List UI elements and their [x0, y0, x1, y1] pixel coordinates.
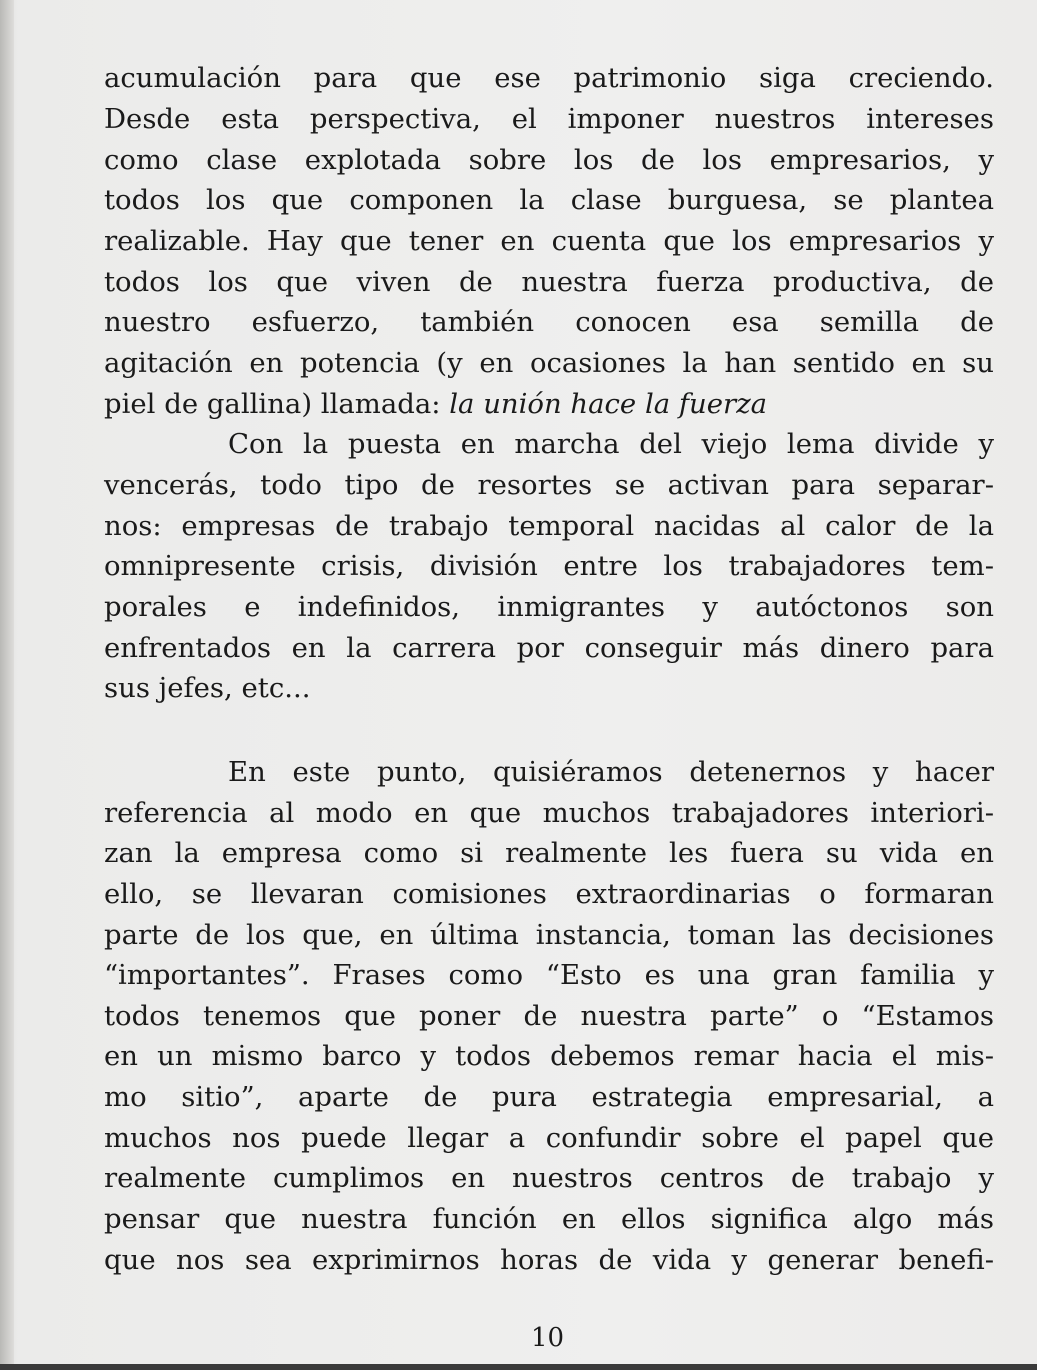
text-line: todos los que componen la clase burguesa, se plantea — [104, 184, 994, 216]
text-line: parte de los que, en última instancia, toman las decisiones — [104, 919, 994, 951]
italic-quote: la unión hace la fuerza — [449, 388, 768, 420]
page-number: 10 — [530, 1323, 565, 1353]
text-line: todos los que viven de nuestra fuerza productiva, de — [104, 266, 994, 298]
text-line: realmente cumplimos en nuestros centros de trabajo y — [104, 1162, 994, 1194]
text-line: enfrentados en la carrera por conseguir más dinero para — [104, 632, 994, 664]
text-line: referencia al modo en que muchos trabajadores interiori- — [104, 797, 994, 829]
text-line: porales e indefinidos, inmigrantes y autóctonos son — [104, 591, 994, 623]
text-line: En este punto, quisiéramos detenernos y hacer — [228, 756, 994, 788]
text-line: acumulación para que ese patrimonio siga creciendo. — [104, 62, 994, 94]
page-bottom-edge — [0, 1364, 1037, 1370]
text-line: pensar que nuestra función en ellos significa algo más — [104, 1203, 994, 1235]
text-line: nos: empresas de trabajo temporal nacidas al calor de la — [104, 510, 994, 542]
text-line: todos tenemos que poner de nuestra parte” o “Estamos — [104, 1000, 994, 1032]
text-line: mo sitio”, aparte de pura estrategia empresarial, a — [104, 1081, 994, 1113]
page-gutter — [0, 0, 14, 1370]
text-line: vencerás, todo tipo de resortes se activan para separar- — [104, 469, 994, 501]
text-line: en un mismo barco y todos debemos remar hacia el mis- — [104, 1040, 994, 1072]
text-line: Con la puesta en marcha del viejo lema divide y — [228, 428, 994, 460]
text-line: ello, se llevaran comisiones extraordinarias o formaran — [104, 878, 994, 910]
text-line: como clase explotada sobre los de los empresarios, y — [104, 144, 994, 176]
text-span: piel de gallina) llamada: — [104, 388, 450, 420]
text-line: agitación en potencia (y en ocasiones la han sentido en su — [104, 347, 994, 379]
text-line — [104, 384, 994, 424]
text-line: muchos nos puede llegar a confundir sobre el papel que — [104, 1122, 994, 1154]
text-line: Desde esta perspectiva, el imponer nuestros intereses — [104, 103, 994, 135]
text-line: “importantes”. Frases como “Esto es una gran familia y — [104, 959, 994, 991]
text-line: omnipresente crisis, división entre los trabajadores tem- — [104, 550, 994, 582]
text-line: zan la empresa como si realmente les fuera su vida en — [104, 837, 994, 869]
text-line: nuestro esfuerzo, también conocen esa semilla de — [104, 306, 994, 338]
text-line: que nos sea exprimirnos horas de vida y generar benefi- — [104, 1244, 994, 1276]
text-line: realizable. Hay que tener en cuenta que los empresarios y — [104, 225, 994, 257]
text-line: sus jefes, etc... — [104, 672, 311, 704]
